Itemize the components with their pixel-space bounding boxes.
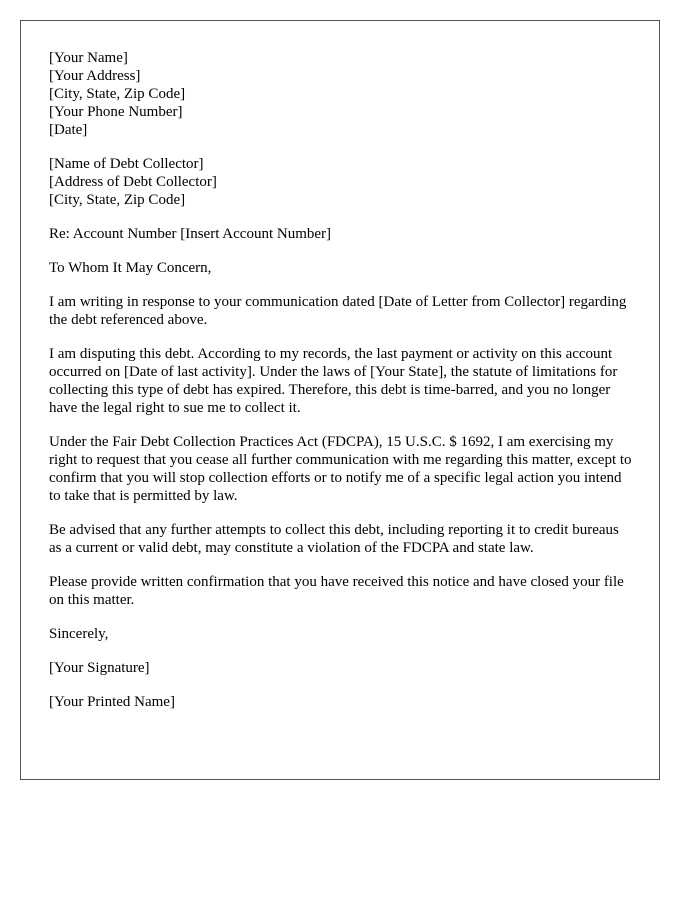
body-paragraph-confirmation: Please provide written confirmation that you have received this notice and have closed your file on this matter. <box>49 574 624 608</box>
letter-date: [Date] <box>49 122 88 138</box>
recipient-block <box>49 155 633 209</box>
body-paragraph-fdcpa: Under the Fair Debt Collection Practices Act (FDCPA), 15 U.S.C. $ 1692, I am exercising my right to request that you cease all further communication with me regarding this matter, except to confirm that you will stop collection efforts or to notify me of a specific legal action you intend to take that is permitted by law. <box>49 434 632 504</box>
salutation: To Whom It May Concern, <box>49 260 212 276</box>
letter-document <box>20 20 660 780</box>
sender-address: [Your Address] <box>49 68 141 84</box>
printed-name: [Your Printed Name] <box>49 694 175 710</box>
sender-city-state-zip: [City, State, Zip Code] <box>49 86 186 102</box>
sender-phone: [Your Phone Number] <box>49 104 183 120</box>
signature: [Your Signature] <box>49 660 150 676</box>
sender-block <box>49 49 633 139</box>
re-line: Re: Account Number [Insert Account Number] <box>49 226 332 242</box>
body-paragraph-warning: Be advised that any further attempts to collect this debt, including reporting it to credit bureaus as a current or valid debt, may constitute a violation of the FDCPA and state law. <box>49 522 619 556</box>
recipient-name: [Name of Debt Collector] <box>49 156 204 172</box>
recipient-address: [Address of Debt Collector] <box>49 174 217 190</box>
closing: Sincerely, <box>49 626 109 642</box>
sender-name: [Your Name] <box>49 50 128 66</box>
recipient-city-state-zip: [City, State, Zip Code] <box>49 192 186 208</box>
body-paragraph-response: I am writing in response to your communication dated [Date of Letter from Collector] regarding the debt referenced above. <box>49 294 627 328</box>
body-paragraph-dispute: I am disputing this debt. According to my records, the last payment or activity on this account occurred on [Date of last activity]. Under the laws of [Your State], the statute of limitations for collecting this type of debt has expired. Therefore, this debt is time-barred, and you no longer have the legal right to sue me to collect it. <box>49 346 618 416</box>
